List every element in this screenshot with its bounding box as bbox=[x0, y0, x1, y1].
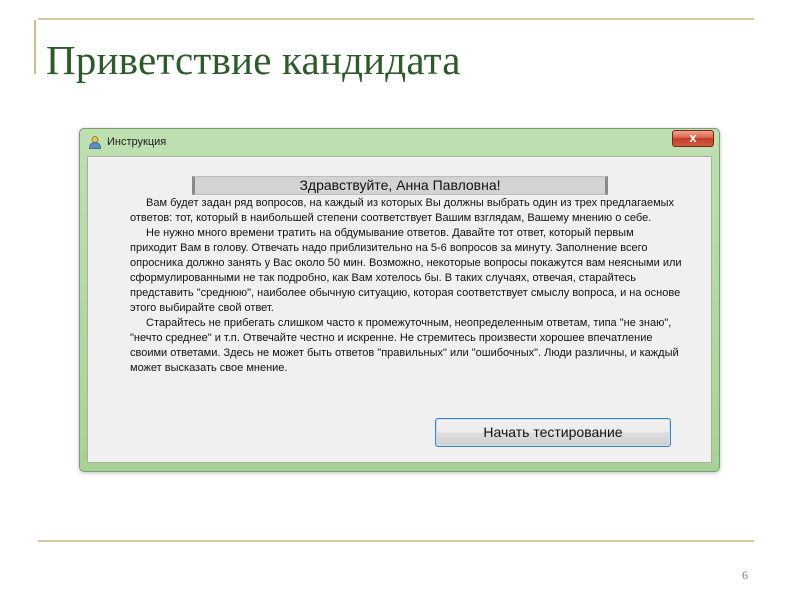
dialog-title: Инструкция bbox=[107, 136, 167, 148]
instruction-dialog bbox=[79, 128, 720, 472]
instruction-paragraph: Не нужно много времени тратить на обдумывание ответов. Давайте тот ответ, который первым приходит Вам в голову. Отвечать надо приблизительно на 5-6 вопросов за минуту. Заполнение всего опросника должно занять у Вас около 50 мин. Возможно, некоторые вопросы покажутся вам неясными или сформулированными не так подробно, как Вам хотелось бы. В таких случаях, отвечая, старайтесь представить "среднюю", наиболее обычную ситуацию, которая соответствует смыслу вопроса, и на основе этого выбирайте свой ответ. bbox=[130, 227, 682, 314]
user-icon bbox=[88, 135, 102, 149]
instruction-paragraph: Старайтесь не прибегать слишком часто к промежуточным, неопределенным ответам, типа "не знаю", "нечто среднее" и т.п. Отвечайте честно и искренне. Не стремитесь произвести хорошее впечатление своими ответами. Здесь не может быть ответов "правильных" или "ошибочных". Люди различны, и каждый может высказать свое мнение. bbox=[130, 317, 679, 374]
instructions-text bbox=[130, 196, 682, 376]
start-testing-button[interactable]: Начать тестирование bbox=[435, 418, 671, 447]
slide-title-accent-bar bbox=[34, 20, 36, 74]
close-button[interactable] bbox=[672, 130, 714, 147]
greeting-banner: Здравствуйте, Анна Павловна! bbox=[192, 176, 608, 195]
instruction-paragraph: Вам будет задан ряд вопросов, на каждый из которых Вы должны выбрать один из трех предлагаемых ответов: тот, который в наибольшей степени соответствует Вашим взглядам, Вашему мнению о себе. bbox=[130, 197, 675, 224]
slide-title: Приветствие кандидата bbox=[46, 37, 461, 83]
dialog-titlebar[interactable] bbox=[80, 129, 719, 155]
dialog-content bbox=[87, 156, 712, 463]
slide-top-rule bbox=[38, 18, 754, 20]
page-number: 6 bbox=[742, 568, 748, 582]
slide-bottom-rule bbox=[38, 540, 754, 542]
close-icon: x bbox=[689, 130, 697, 145]
